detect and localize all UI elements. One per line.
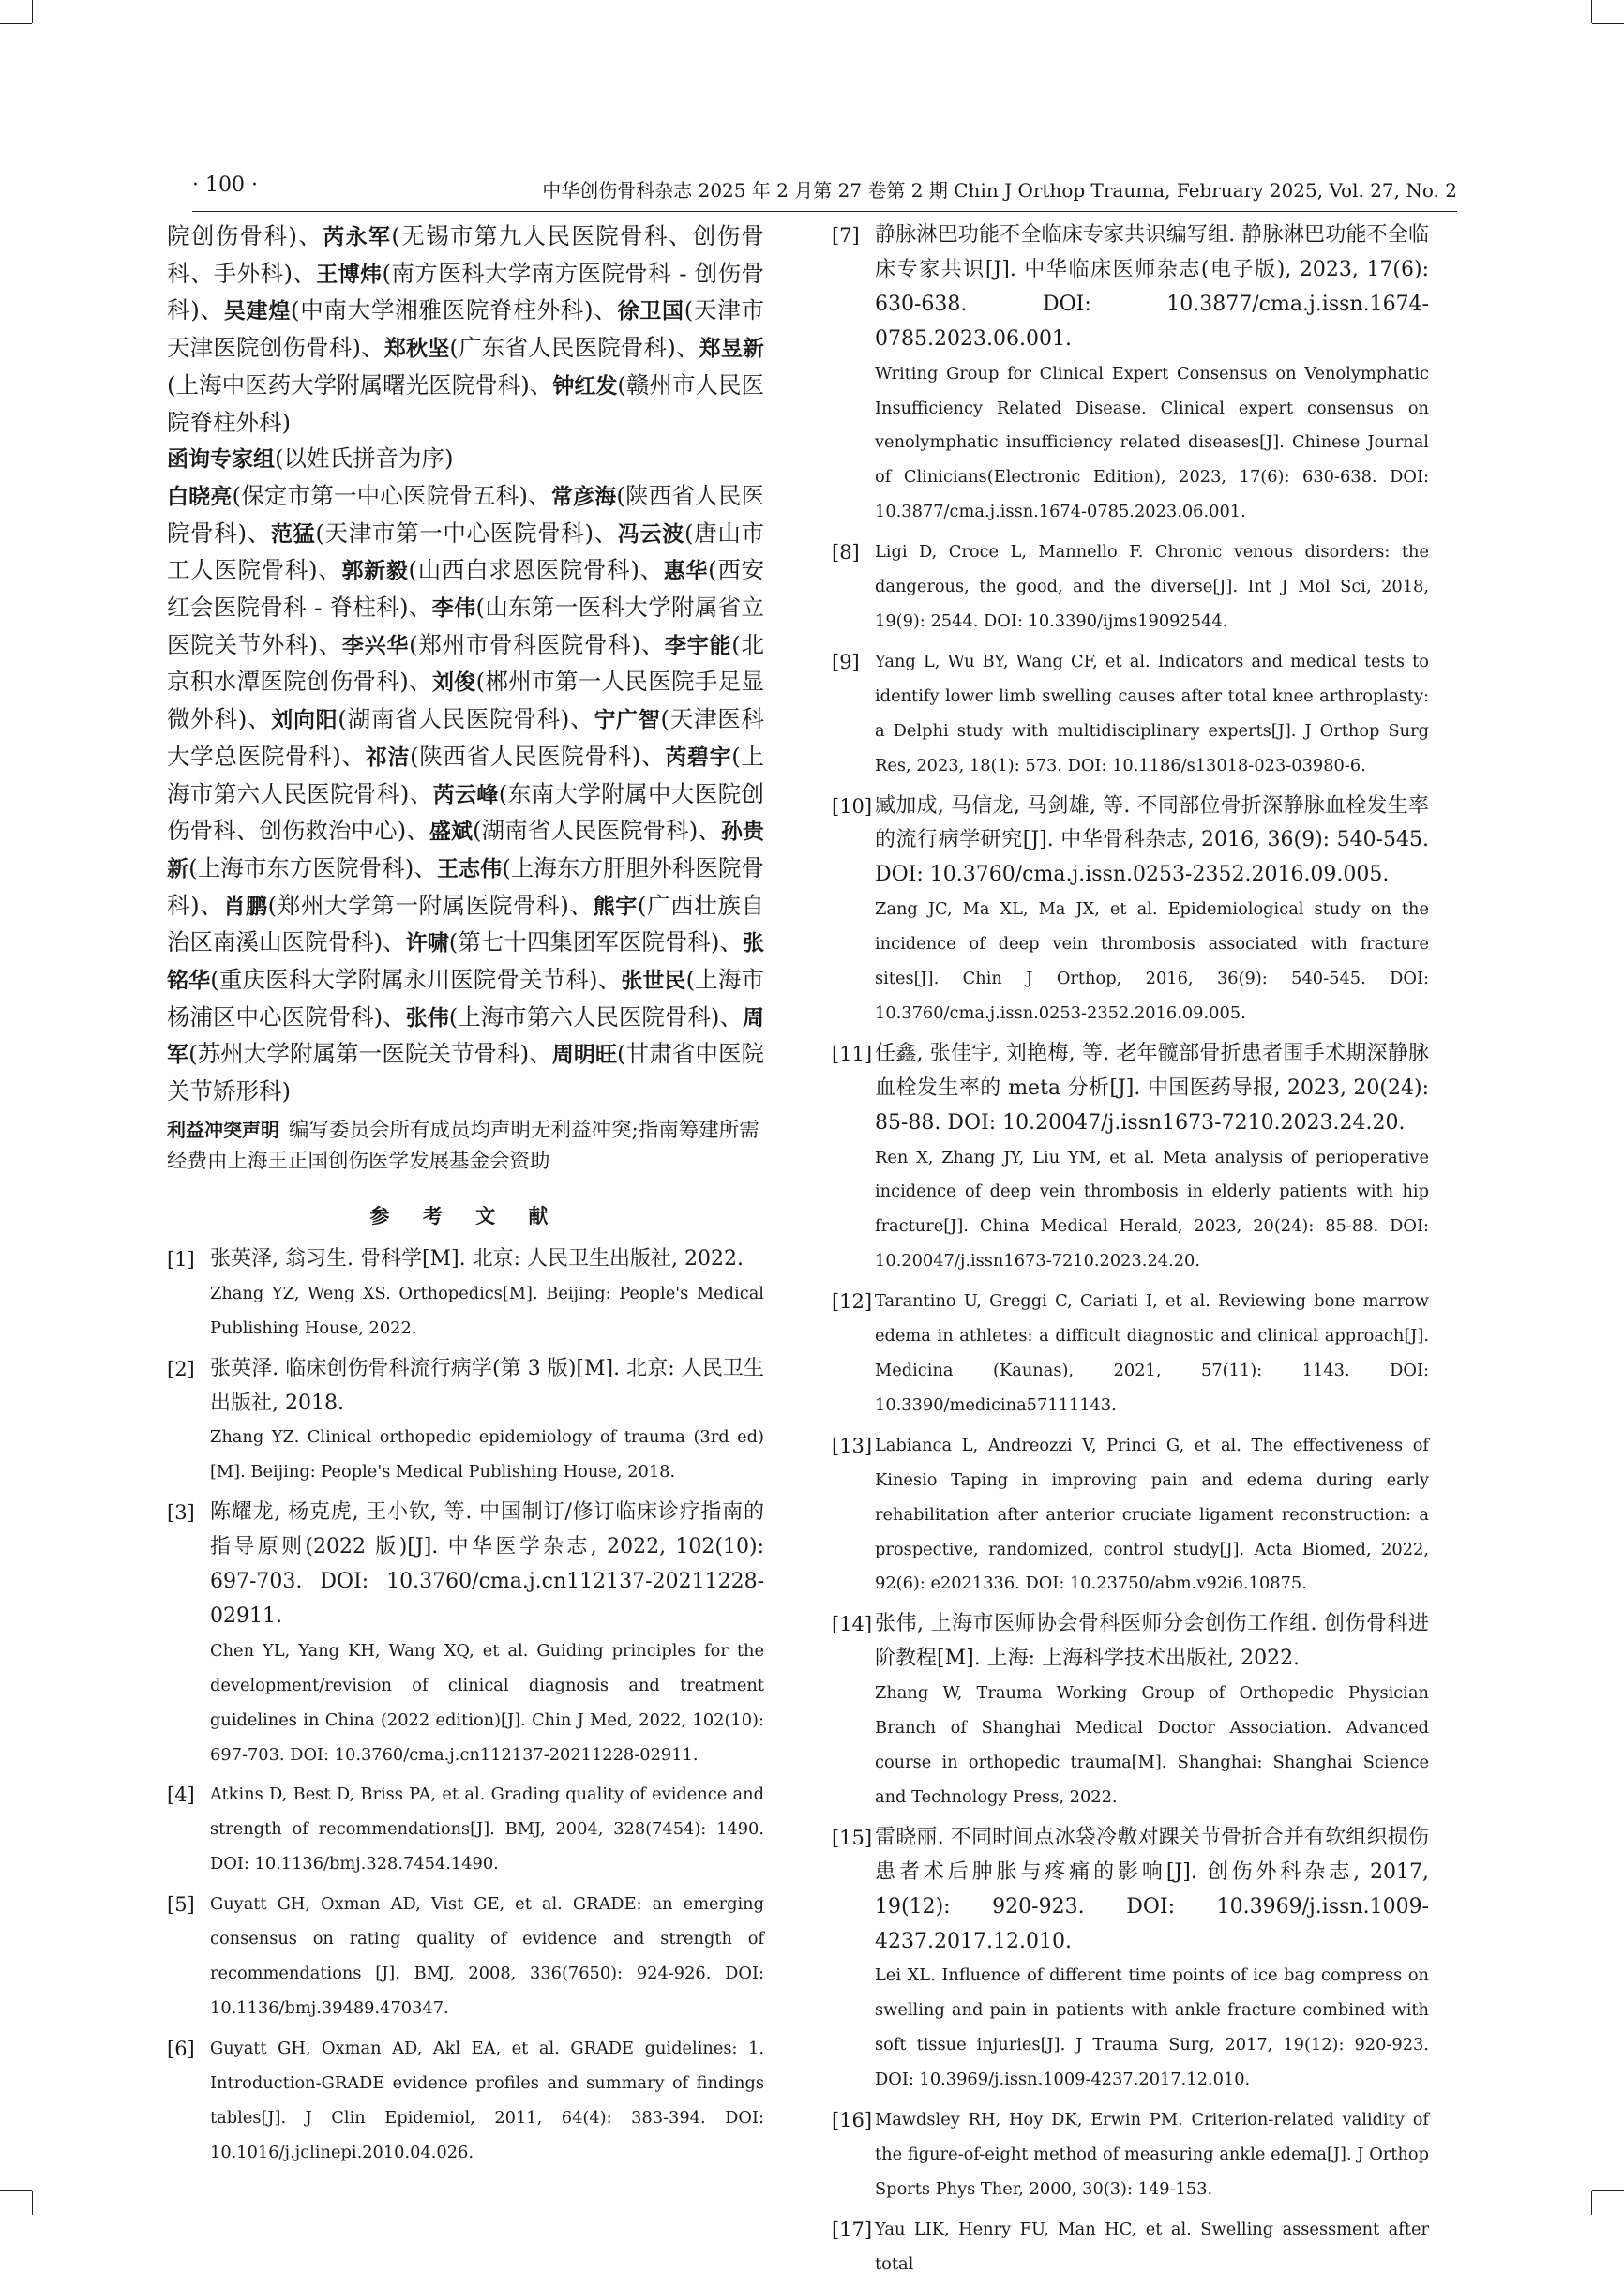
member-name: 李宇能 bbox=[665, 633, 732, 658]
member-name: 范猛 bbox=[270, 521, 316, 547]
member-name: 张铭华 bbox=[167, 931, 764, 994]
member-name: 盛斌 bbox=[429, 820, 474, 845]
member-name: 惠华 bbox=[663, 559, 709, 584]
reference-text-chinese: 静脉淋巴功能不全临床专家共识编写组. 静脉淋巴功能不全临床专家共识[J]. 中华临床医师杂志(电子版), 2023, 17(6): 630-638. DOI: 10.3877/cma.j.issn.1674-0785.2023.06.001. bbox=[875, 223, 1429, 351]
member-affiliation: (广东省人民医院骨科)、 bbox=[449, 334, 699, 362]
reference-entry bbox=[832, 218, 1429, 530]
member-name: 周明旺 bbox=[551, 1043, 618, 1068]
reference-body bbox=[210, 1242, 764, 1347]
reference-list-left bbox=[167, 1242, 764, 2171]
reference-entry bbox=[167, 1242, 764, 1347]
member-name: 肖鹏 bbox=[223, 894, 268, 919]
member-affiliation: (天津市第一中心医院骨科)、 bbox=[315, 519, 618, 547]
advisory-group-note: (以姓氏拼音为序) bbox=[275, 444, 454, 473]
references-title: 参 考 文 献 bbox=[369, 1204, 562, 1227]
advisory-member-list bbox=[167, 478, 764, 1110]
reference-body bbox=[210, 1888, 764, 2026]
reference-number: [3] bbox=[167, 1501, 195, 1525]
reference-text-english: Yang L, Wu BY, Wang CF, et al. Indicators and medical tests to identify lower limb swelling causes after total knee arthroplasty: a Delphi study with multidisciplinary experts[J]. J Orthop Surg Res, 2023, 18(1): 573. DOI: 10.1186/s13018-023-03980-6. bbox=[875, 651, 1429, 775]
member-affiliation: (重庆医科大学附属永川医院骨关节科)、 bbox=[210, 966, 622, 994]
reference-body bbox=[210, 2032, 764, 2171]
reference-number: [11] bbox=[832, 1042, 873, 1065]
crop-mark-bottom-left-v bbox=[32, 2191, 33, 2215]
member-name: 周军 bbox=[167, 1005, 764, 1068]
reference-number: [12] bbox=[832, 1290, 873, 1314]
member-name: 芮永军 bbox=[323, 225, 392, 249]
reference-entry bbox=[167, 1888, 764, 2026]
reference-entry bbox=[167, 1496, 764, 1772]
page-header bbox=[192, 172, 1457, 212]
reference-entry bbox=[167, 2032, 764, 2171]
member-affiliation: (无锡市第九人民医院骨科、创伤骨科、手外科)、 bbox=[167, 222, 764, 287]
member-affiliation: (天津市天津医院创伤骨科)、 bbox=[167, 296, 765, 362]
member-affiliation: (甘肃省中医院关节矫形科) bbox=[167, 1040, 765, 1106]
member-name: 吴建煌 bbox=[223, 299, 291, 324]
reference-number: [6] bbox=[167, 2037, 195, 2060]
member-affiliation: (山东第一医科大学附属省立医院关节外科)、 bbox=[167, 594, 765, 658]
reference-number: [5] bbox=[167, 1893, 195, 1917]
reference-entry bbox=[832, 2213, 1429, 2282]
member-affiliation: (上海市第六人民医院骨科)、 bbox=[167, 742, 765, 807]
member-affiliation: (中南大学湘雅医院脊柱外科)、 bbox=[290, 296, 618, 324]
member-affiliation: (赣州市人民医院脊柱外科) bbox=[167, 370, 765, 436]
reference-entry bbox=[832, 1429, 1429, 1603]
reference-body bbox=[875, 1429, 1429, 1603]
crop-mark-bottom-right-h bbox=[1592, 2190, 1624, 2191]
reference-number: [16] bbox=[832, 2109, 873, 2132]
conflict-of-interest-text: 编写委员会所有成员均声明无利益冲突;指南筹建所需经费由上海王正国创伤医学发展基金会资助 bbox=[167, 1118, 759, 1173]
member-name: 冯云波 bbox=[617, 521, 684, 547]
reference-number: [4] bbox=[167, 1784, 195, 1807]
reference-text-english: Yau LIK, Henry FU, Man HC, et al. Swelling assessment after total bbox=[875, 2219, 1429, 2274]
reference-number: [1] bbox=[167, 1247, 195, 1271]
reference-entry bbox=[832, 2103, 1429, 2207]
member-name: 常彦海 bbox=[550, 484, 617, 509]
member-name: 张世民 bbox=[621, 969, 686, 994]
reference-text-english: Zhang W, Trauma Working Group of Orthopedic Physician Branch of Shanghai Medical Doctor Association. Advanced course in orthopedic trauma[M]. Shanghai: Shanghai Science and Technology Press, 2022. bbox=[875, 1683, 1429, 1807]
member-name: 熊宇 bbox=[593, 894, 638, 919]
reference-text-english: Ligi D, Croce L, Mannello F. Chronic venous disorders: the dangerous, the good, and the diverse[J]. Int J Mol Sci, 2018, 19(9): 2544. DOI: 10.3390/ijms19092544. bbox=[875, 542, 1429, 631]
reference-text-chinese: 臧加成, 马信龙, 马剑雄, 等. 不同部位骨折深静脉血栓发生率的流行病学研究[J]. 中华骨科杂志, 2016, 36(9): 540-545. DOI: 10.3760/cma.j.issn.0253-2352.2016.09.005. bbox=[875, 793, 1429, 887]
reference-number: [9] bbox=[832, 650, 860, 673]
conflict-of-interest-statement bbox=[167, 1115, 764, 1177]
member-affiliation: (上海市杨浦区中心医院骨科)、 bbox=[167, 966, 765, 1031]
reference-text-chinese: 张伟, 上海市医师协会骨科医师分会创伤工作组. 创伤骨科进阶教程[M]. 上海: 上海科学技术出版社, 2022. bbox=[875, 1612, 1429, 1671]
member-name: 芮云峰 bbox=[432, 782, 499, 807]
member-affiliation: (天津医科大学总医院骨科)、 bbox=[167, 705, 765, 770]
member-name: 王博炜 bbox=[316, 262, 383, 287]
reference-number: [15] bbox=[832, 1826, 873, 1849]
reference-text-english: Zang JC, Ma XL, Ma JX, et al. Epidemiological study on the incidence of deep vein thrombosis associated with fracture sites[J]. Chin J Orthop, 2016, 36(9): 540-545. DOI: 10.3760/cma.j.issn.0253-2352.2016.09.005. bbox=[875, 899, 1429, 1023]
reference-text-chinese: 张英泽, 翁习生. 骨科学[M]. 北京: 人民卫生出版社, 2022. bbox=[210, 1246, 744, 1271]
member-affiliation: (苏州大学附属第一医院关节骨科)、 bbox=[188, 1040, 552, 1068]
page-number: · 100 · bbox=[192, 173, 258, 197]
member-affiliation: (北京积水潭医院创伤骨科)、 bbox=[167, 630, 765, 696]
reference-body bbox=[875, 2213, 1429, 2282]
member-name: 徐卫国 bbox=[617, 299, 684, 324]
reference-body bbox=[875, 218, 1429, 530]
member-affiliation: (唐山市工人医院骨科)、 bbox=[167, 519, 765, 584]
crop-mark-top-right-h bbox=[1592, 23, 1624, 24]
member-name: 祁洁 bbox=[365, 745, 411, 770]
reference-body bbox=[875, 1285, 1429, 1423]
reference-body bbox=[875, 1607, 1429, 1814]
member-name: 刘向阳 bbox=[271, 708, 338, 733]
reference-text-english: Guyatt GH, Oxman AD, Vist GE, et al. GRADE: an emerging consensus on rating quality of evidence and strength of recommendations [J]. BMJ, 2008, 336(7650): 924-926. DOI: 10.1136/bmj.39489.470347. bbox=[210, 1894, 764, 2018]
member-name: 刘俊 bbox=[431, 670, 476, 696]
reference-body bbox=[875, 535, 1429, 640]
reference-entry bbox=[167, 1352, 764, 1491]
member-affiliation: (湖南省人民医院骨科)、 bbox=[473, 817, 721, 845]
member-name: 李兴华 bbox=[341, 633, 410, 658]
member-name: 李伟 bbox=[431, 596, 476, 622]
conflict-of-interest-label: 利益冲突声明 bbox=[167, 1118, 279, 1141]
reference-text-english: Atkins D, Best D, Briss PA, et al. Grading quality of evidence and strength of recommendations[J]. BMJ, 2004, 328(7454): 1490. DOI: 10.1136/bmj.328.7454.1490. bbox=[210, 1784, 764, 1874]
member-name: 郑昱新 bbox=[699, 337, 765, 362]
reference-text-english: Writing Group for Clinical Expert Consensus on Venolymphatic Insufficiency Related Disease. Clinical expert consensus on venolymphatic insufficiency related diseases[J]. Chinese Journal of Clinicians(Electronic Edition), 2023, 17(6): 630-638. DOI: 10.3877/cma.j.issn.1674-0785.2023.06.001. bbox=[875, 363, 1429, 522]
left-column bbox=[167, 218, 764, 2175]
member-affiliation: (郑州大学第一附属医院骨科)、 bbox=[267, 891, 594, 919]
reference-entry bbox=[167, 1778, 764, 1882]
member-affiliation: (郴州市第一人民医院手足显微外科)、 bbox=[167, 668, 765, 733]
member-affiliation: (郑州市骨科医院骨科)、 bbox=[409, 630, 666, 658]
member-affiliation: (山西白求恩医院骨科)、 bbox=[408, 556, 664, 584]
reference-entry bbox=[832, 1821, 1429, 2098]
reference-text-english: Zhang YZ. Clinical orthopedic epidemiology of trauma (3rd ed)[M]. Beijing: People's Medical Publishing House, 2018. bbox=[210, 1427, 764, 1483]
reference-body bbox=[875, 645, 1429, 784]
member-affiliation: 院创伤骨科)、 bbox=[167, 222, 323, 249]
reference-body bbox=[875, 790, 1429, 1031]
reference-body bbox=[210, 1352, 764, 1491]
reference-number: [13] bbox=[832, 1434, 873, 1457]
journal-running-title: 中华创伤骨科杂志 2025 年 2 月第 27 卷第 2 期 Chin J Orthop Trauma, February 2025, Vol. 27, No. 2 bbox=[542, 179, 1457, 202]
reference-entry bbox=[832, 1037, 1429, 1279]
member-affiliation: (第七十四集团军医院骨科)、 bbox=[448, 928, 743, 956]
member-name: 许啸 bbox=[405, 931, 449, 956]
reference-text-chinese: 任鑫, 张佳宇, 刘艳梅, 等. 老年髋部骨折患者围手术期深静脉血栓发生率的 meta 分析[J]. 中国医药导报, 2023, 20(24): 85-88. DOI: 10.20047/j.issn1673-7210.2023.24.20. bbox=[875, 1041, 1429, 1135]
member-affiliation: (上海东方肝胆外科医院骨科)、 bbox=[167, 853, 764, 919]
member-affiliation: (陕西省人民医院骨科)、 bbox=[167, 481, 765, 547]
reference-text-english: Lei XL. Influence of different time points of ice bag compress on swelling and pain in patients with ankle fracture combined with soft tissue injuries[J]. J Trauma Surg, 2017, 19(12): 920-923. DOI: 10.3969/j.issn.1009-4237.2017.12.010. bbox=[875, 1965, 1429, 2090]
crop-mark-bottom-left-h bbox=[0, 2190, 32, 2191]
member-affiliation: (湖南省人民医院骨科)、 bbox=[338, 705, 594, 733]
reference-body bbox=[875, 1821, 1429, 2098]
reference-number: [10] bbox=[832, 794, 873, 818]
member-name: 郭新毅 bbox=[341, 559, 409, 584]
reference-text-english: Chen YL, Yang KH, Wang XQ, et al. Guiding principles for the development/revision of clinical diagnosis and treatment guidelines in China (2022 edition)[J]. Chin J Med, 2022, 102(10): 697-703. DOI: 10.3760/cma.j.cn112137-20211228-02911. bbox=[210, 1640, 764, 1765]
reference-entry bbox=[832, 1607, 1429, 1814]
reference-text-english: Labianca L, Andreozzi V, Princi G, et al. The effectiveness of Kinesio Taping in improving pain and edema during early rehabilitation after anterior cruciate ligament reconstruction: a prospective, randomized, control study[J]. Acta Biomed, 2022, 92(6): e2021336. DOI: 10.23750/abm.v92i6.10875. bbox=[875, 1435, 1429, 1594]
reference-text-chinese: 张英泽. 临床创伤骨科流行病学(第 3 版)[M]. 北京: 人民卫生出版社, 2018. bbox=[210, 1356, 764, 1415]
reference-number: [7] bbox=[832, 224, 860, 247]
member-affiliation: (南方医科大学南方医院骨科 - 创伤骨科)、 bbox=[167, 259, 765, 324]
reference-body bbox=[875, 1037, 1429, 1279]
member-affiliation: (西安红会医院骨科 - 脊柱科)、 bbox=[167, 556, 765, 622]
reference-body bbox=[210, 1778, 764, 1882]
reference-number: [14] bbox=[832, 1613, 873, 1636]
reference-text-chinese: 雷晓丽. 不同时间点冰袋冷敷对踝关节骨折合并有软组织损伤患者术后肿胀与疼痛的影响[J]. 创伤外科杂志, 2017, 19(12): 920-923. DOI: 10.3969/j.issn.1009-4237.2017.12.010. bbox=[875, 1825, 1429, 1953]
member-affiliation: (保定市第一中心医院骨五科)、 bbox=[232, 481, 551, 509]
member-name: 芮碧宇 bbox=[665, 745, 732, 770]
reference-number: [8] bbox=[832, 541, 860, 564]
member-affiliation: (陕西省人民医院骨科)、 bbox=[410, 742, 666, 770]
reference-entry bbox=[832, 790, 1429, 1031]
reference-text-english: Zhang YZ, Weng XS. Orthopedics[M]. Beijing: People's Medical Publishing House, 2022. bbox=[210, 1283, 764, 1338]
member-affiliation: (上海市第六人民医院骨科)、 bbox=[448, 1002, 743, 1031]
advisory-group-heading: 函询专家组 bbox=[167, 447, 275, 473]
reference-text-chinese: 陈耀龙, 杨克虎, 王小钦, 等. 中国制订/修订临床诊疗指南的指导原则(2022 版)[J]. 中华医学杂志, 2022, 102(10): 697-703. DOI: 10.3760/cma.j.cn112137-20211228-02911. bbox=[210, 1500, 764, 1628]
committee-member-list bbox=[167, 218, 764, 441]
member-name: 钟红发 bbox=[552, 373, 618, 399]
reference-list-right bbox=[832, 218, 1429, 2282]
reference-number: [17] bbox=[832, 2218, 873, 2241]
right-column bbox=[832, 218, 1429, 2288]
member-name: 白晓亮 bbox=[167, 484, 233, 509]
crop-mark-top-right-v bbox=[1591, 0, 1592, 23]
member-affiliation: (上海市东方医院骨科)、 bbox=[188, 853, 437, 881]
reference-body bbox=[875, 2103, 1429, 2207]
reference-entry bbox=[832, 535, 1429, 640]
crop-mark-top-left-v bbox=[32, 0, 33, 23]
member-affiliation: (上海中医药大学附属曙光医院骨科)、 bbox=[167, 370, 553, 399]
reference-body bbox=[210, 1496, 764, 1772]
member-name: 王志伟 bbox=[437, 856, 503, 881]
member-name: 孙贵新 bbox=[167, 820, 765, 881]
reference-text-english: Guyatt GH, Oxman AD, Akl EA, et al. GRADE guidelines: 1. Introduction-GRADE evidence profiles and summary of findings tables[J]. J Clin Epidemiol, 2011, 64(4): 383-394. DOI: 10.1016/j.jclinepi.2010.04.026. bbox=[210, 2038, 764, 2162]
crop-mark-top-left-h bbox=[0, 23, 32, 24]
member-affiliation: (东南大学附属中大医院创伤骨科、创伤救治中心)、 bbox=[167, 779, 765, 845]
member-affiliation: (广西壮族自治区南溪山医院骨科)、 bbox=[167, 891, 765, 956]
advisory-group-heading-line bbox=[167, 441, 764, 478]
reference-number: [2] bbox=[167, 1357, 195, 1380]
member-name: 张伟 bbox=[405, 1005, 449, 1031]
reference-text-english: Mawdsley RH, Hoy DK, Erwin PM. Criterion-related validity of the figure-of-eight method of measuring ankle edema[J]. J Orthop Sports Phys Ther, 2000, 30(3): 149-153. bbox=[875, 2110, 1429, 2199]
reference-text-english: Ren X, Zhang JY, Liu YM, et al. Meta analysis of perioperative incidence of deep vein thrombosis in elderly patients with hip fracture[J]. China Medical Herald, 2023, 20(24): 85-88. DOI: 10.20047/j.issn1673-7210.2023.24.20. bbox=[875, 1147, 1429, 1272]
member-name: 郑秋坚 bbox=[383, 337, 450, 362]
reference-entry bbox=[832, 645, 1429, 784]
crop-mark-bottom-right-v bbox=[1591, 2191, 1592, 2215]
member-name: 宁广智 bbox=[594, 708, 661, 733]
reference-entry bbox=[832, 1285, 1429, 1423]
reference-text-english: Tarantino U, Greggi C, Cariati I, et al. Reviewing bone marrow edema in athletes: a difficult diagnostic and clinical approach[J]. Medicina (Kaunas), 2021, 57(11): 1143. DOI: 10.3390/medicina57111143. bbox=[875, 1291, 1429, 1415]
